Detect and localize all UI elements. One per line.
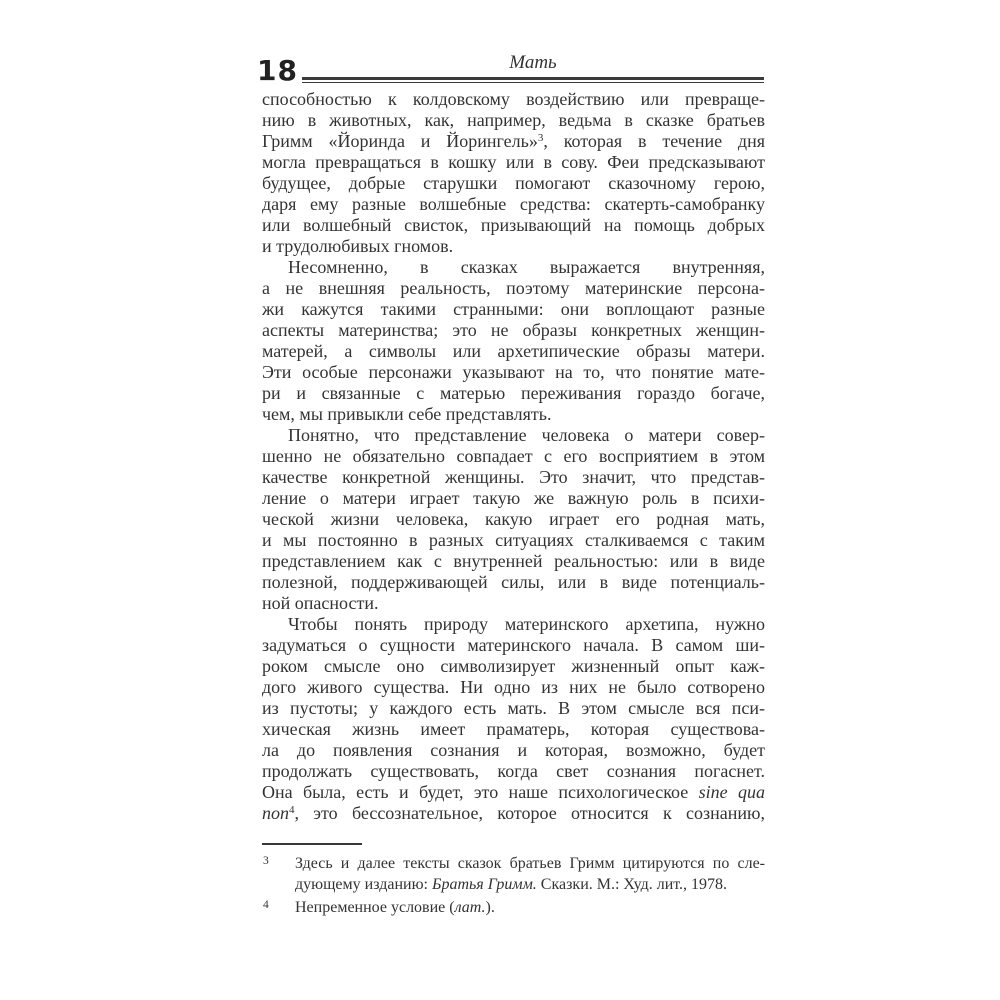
running-title: Мать [509,52,557,73]
text-line: дого живого существа. Ни одно из них не было сотворено [262,677,765,697]
text-line: из пустоты; у каждого есть мать. В этом смысле вся пси- [262,698,765,718]
paragraph [262,89,765,257]
text-line: будущее, добрые старушки помогают сказочному герою, [262,173,765,193]
paragraph [262,614,765,824]
footnote [262,853,765,895]
paragraph [262,425,765,614]
text-line: non$^4$, это бессознательное, которое относится к сознанию, [262,803,765,823]
text-line: чем, мы привыкли себе представлять. [262,404,552,424]
text-line: Эти особые персонажи указывают на то, что понятие мате- [262,362,765,382]
text-line: ной опасности. [262,593,379,613]
text-line: или волшебный свисток, призывающий на помощь добрых [262,215,765,235]
text-line: задуматься о сущности материнского начала. В самом ши- [262,635,765,655]
page-number: 18 [257,54,298,87]
footnote-line: Здесь и далее тексты сказок братьев Гримм цитируются по сле- [295,855,765,872]
text-line: продолжать существовать, когда свет сознания погаснет. [262,761,765,781]
text-line: качестве конкретной женщины. Это значит, что представ- [262,467,765,487]
text-line: роком смысле оно символизирует жизненный опыт каж- [262,656,765,676]
footnote-line: Непременное условие (лат.). [295,899,495,916]
footnote-separator [262,843,362,845]
footnote-line: дующему изданию: Братья Гримм. Сказки. М.: Худ. лит., 1978. [295,876,728,893]
footnotes [262,853,765,920]
text-line: ла до появления сознания и которая, возможно, будет [262,740,765,760]
text-line: шенно не обязательно совпадает с его восприятием в этом [262,446,765,466]
text-line: ление о матери играет такую же важную роль в психи- [262,488,765,508]
text-line: могла превращаться в кошку или в сову. Феи предсказывают [262,152,765,172]
footnote [262,897,765,918]
text-line: а не внешняя реальность, поэтому материнские персона- [262,278,765,298]
text-line: хическая жизнь имеет праматерь, которая существова- [262,719,765,739]
text-line: нию в животных, как, например, ведьма в сказке братьев [262,110,765,130]
text-line: аспекты материнства; это не образы конкретных женщин- [262,320,765,340]
footnote-reference: 4 [289,804,295,816]
text-line: жи кажутся такими странными: они воплощают разные [262,299,765,319]
text-line: ческой жизни человека, какую играет его родная мать, [262,509,765,529]
text-line: матерей, а символы или архетипические образы матери. [262,341,765,361]
header-rule [302,77,764,83]
text-line: Чтобы понять природу материнского архетипа, нужно [288,614,765,634]
text-line: полезной, поддерживающей силы, или в виде потенциаль- [262,572,765,592]
text-line: и мы постоянно в разных ситуациях сталкиваемся с таким [262,530,765,550]
body-text [262,89,765,824]
text-line: Гримм «Йоринда и Йорингель»$^3$, которая в течение дня [262,131,765,151]
text-line: Она была, есть и будет, это наше психологическое sine qua [262,782,765,802]
text-line: представлением как с внутренней реальностью: или в виде [262,551,765,571]
footnote-reference: 3 [537,132,544,144]
paragraph [262,257,765,425]
text-line: способностью к колдовскому воздействию или превраще- [262,89,765,109]
text-line: Несомненно, в сказках выражается внутренняя, [288,257,765,277]
text-line: ри и связанные с матерью переживания гораздо богаче, [262,383,765,403]
text-line: и трудолюбивых гномов. [262,236,454,256]
footnote-marker: 4 [263,899,269,911]
text-line: Понятно, что представление человека о матери совер- [288,425,765,445]
text-line: даря ему разные волшебные средства: скатерть-самобранку [262,194,765,214]
footnote-marker: 3 [263,855,269,867]
